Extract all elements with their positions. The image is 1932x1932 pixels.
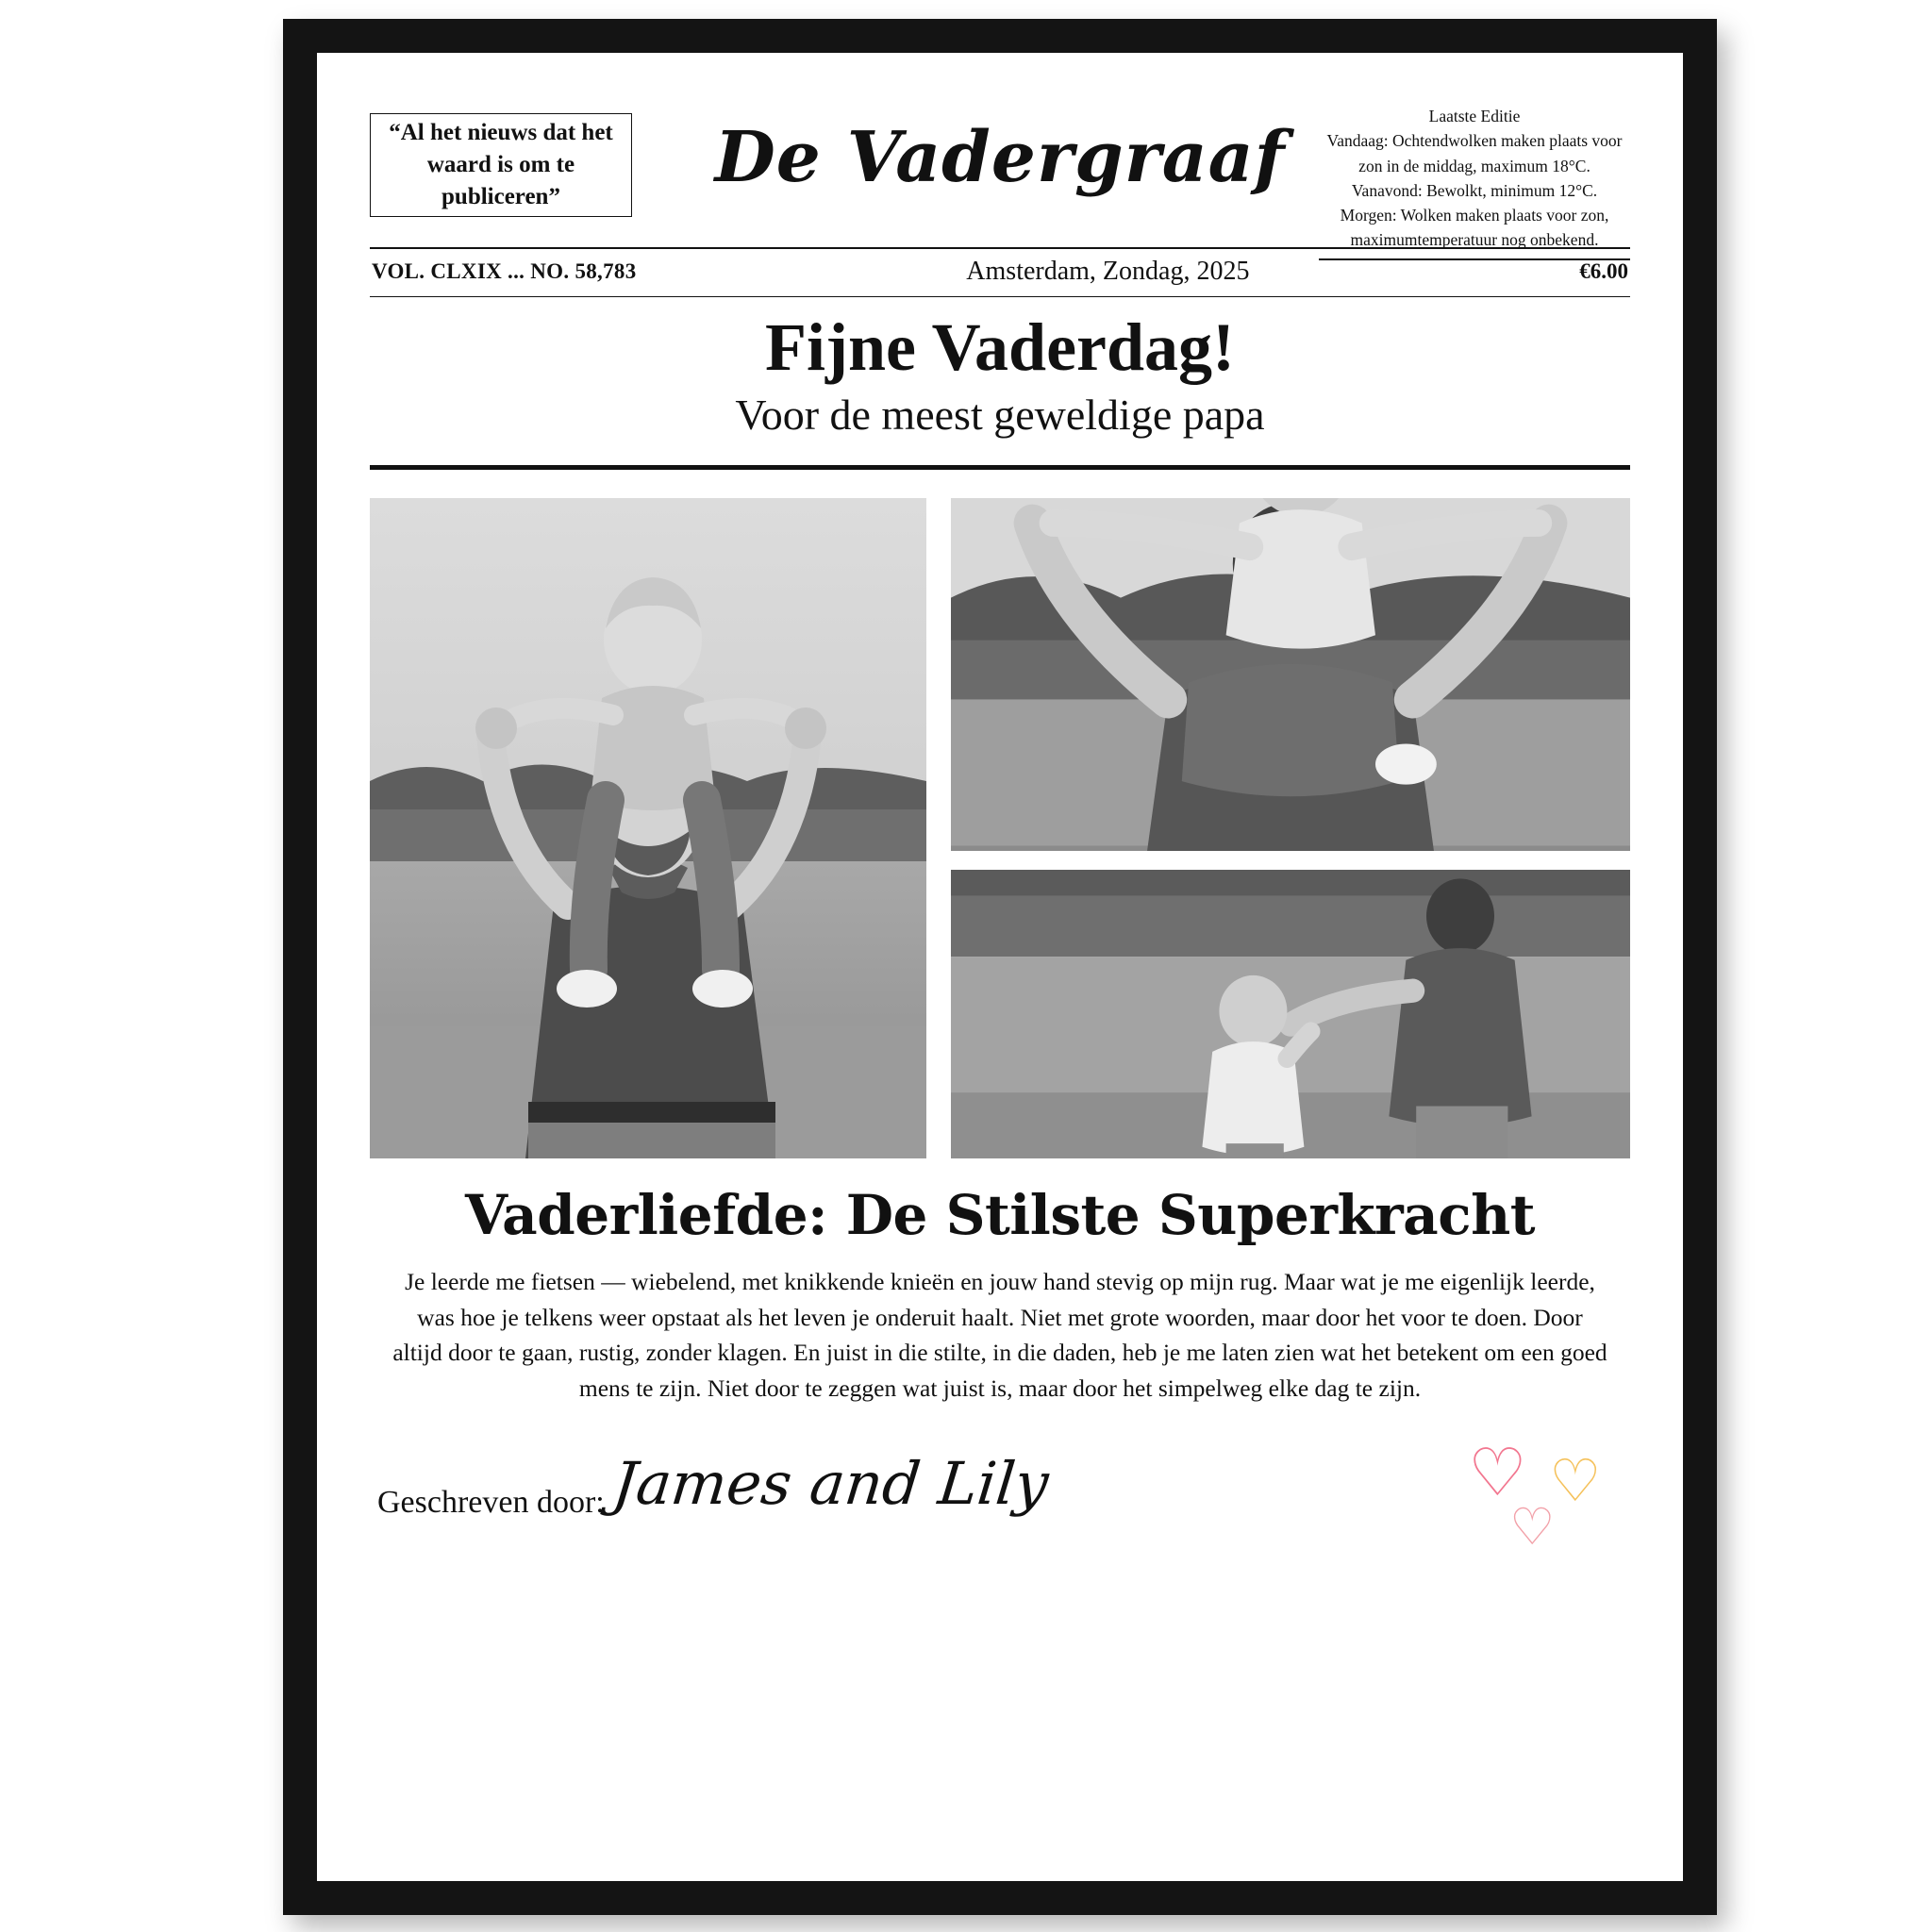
photo-collage [370, 498, 1630, 1158]
place-date: Amsterdam, Zondag, 2025 [966, 257, 1250, 286]
poster-frame [283, 19, 1717, 1915]
hearts-decoration [1468, 1438, 1628, 1564]
heart-icon: ♡ [1509, 1499, 1556, 1557]
photo-main [370, 498, 926, 1158]
article-title: Vaderliefde: De Stilste Superkracht [464, 1183, 1536, 1248]
headline-block [370, 297, 1630, 465]
page-title: Fijne Vaderdag! [764, 309, 1236, 385]
heart-icon: ♡ [1468, 1438, 1527, 1511]
photo-top-right-image [951, 498, 1630, 850]
masthead [370, 96, 1630, 250]
signature-row [370, 1438, 1630, 1560]
photo-top-right [951, 498, 1630, 850]
signature-label: Geschreven door: [377, 1485, 605, 1521]
weather-tonight: Vanavond: Bewolkt, minimum 12°C. [1351, 180, 1598, 200]
weather-tomorrow: Morgen: Wolken maken plaats voor zon, maximumtemperatuur nog onbekend. [1340, 206, 1609, 250]
article-body: Je leerde me fietsen — wiebelend, met knikkende knieën en jouw hand stevig op mijn rug. Maar wat je me eigenlijk leerde, was hoe je telkens weer opstaat als het leven je onderuit haalt. Niet met grote woorden, maar door het voor te doen. Door altijd door te gaan, rustig, zonder klagen. En juist in die stilte, in die daden, heb je me laten zien wat het betekent om een goed mens te zijn. Niet door te zeggen wat juist is, maar door het simpelweg elke dag te zijn. [392, 1268, 1607, 1402]
price: €6.00 [1579, 259, 1628, 283]
poster-mat [317, 53, 1683, 1881]
weather-block [1319, 104, 1630, 260]
paper-title: De Vadergraaf [714, 117, 1286, 198]
photo-bottom-right-image [951, 870, 1630, 1159]
photo-bottom-right [951, 870, 1630, 1159]
weather-today: Vandaag: Ochtendwolken maken plaats voor zon in de middag, maximum 18°C. [1326, 131, 1623, 175]
motto-text: “Al het nieuws dat het waard is om te publiceren” [389, 120, 613, 209]
heart-icon: ♡ [1549, 1450, 1602, 1515]
newspaper-page [370, 96, 1630, 1834]
signature-name: James and Lily [609, 1449, 1052, 1519]
volume-number: VOL. CLXIX ... NO. 58,783 [372, 259, 637, 283]
page-subtitle: Voor de meest geweldige papa [735, 390, 1265, 439]
photo-main-image [370, 498, 926, 1158]
photo-side-column [951, 498, 1630, 1158]
weather-edition: Laatste Editie [1428, 107, 1521, 125]
divider-headline [370, 465, 1630, 470]
